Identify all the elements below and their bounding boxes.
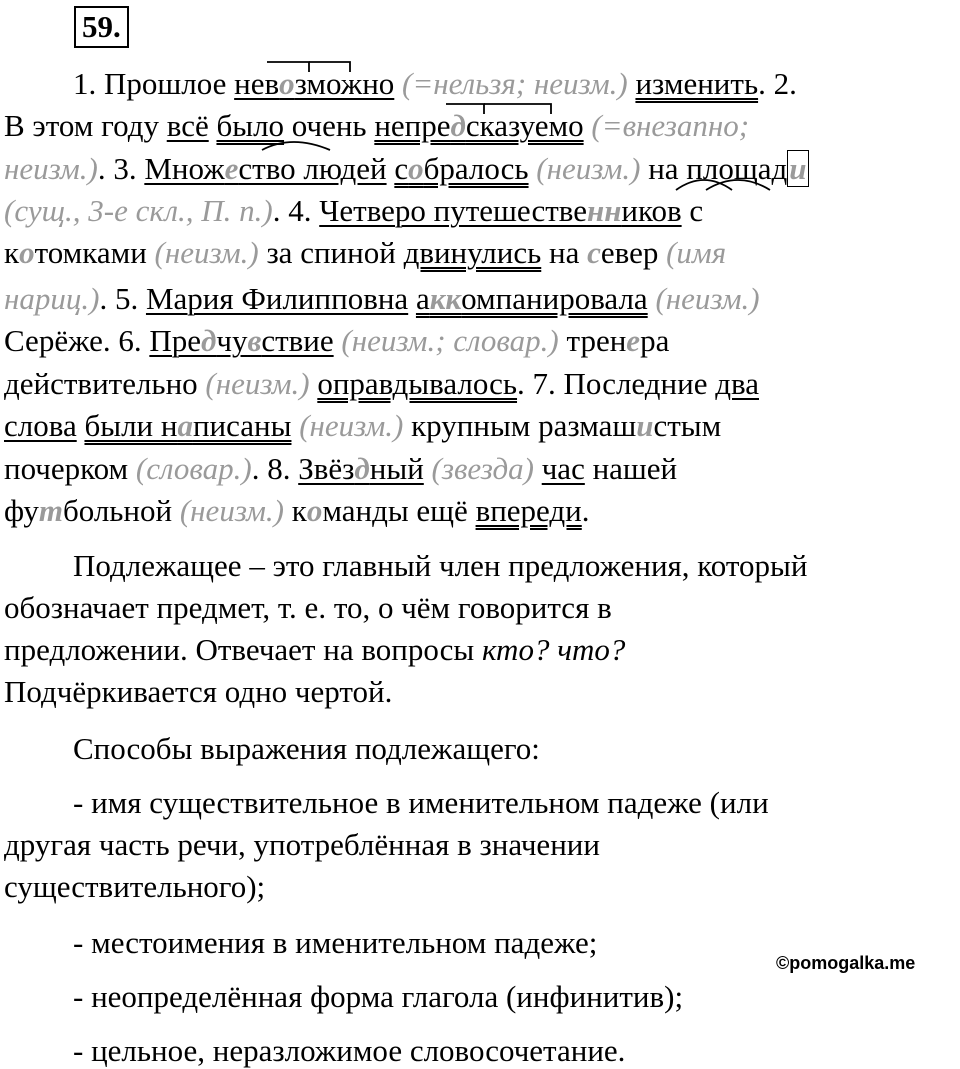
text-line-5: котомками (неизм.) за спиной двинулись на север (имя <box>4 235 727 270</box>
subject: Мария Филипповна <box>145 281 409 316</box>
text-line-1: 1. Прошлое невозможно (=нельзя; неизм.) изменить. 2. <box>73 66 797 101</box>
note: (неизм.; словар.) <box>341 323 559 358</box>
text-line-2: В этом году всё было очень непредсказуемо (=внезапно; <box>4 108 750 143</box>
text-line-10: почерком (словар.). 8. Звёздный (звезда) час нашей <box>4 451 678 486</box>
predicate: аккомпанировала <box>415 281 648 316</box>
note: (сущ., 3-е скл., П. п.) <box>4 193 273 228</box>
note: (имя <box>666 235 727 270</box>
text-line-11: футбольной (неизм.) команды ещё впереди. <box>4 493 590 528</box>
text-line-7: Серёже. 6. Предчувствие (неизм.; словар.) тренера <box>4 323 670 358</box>
theory-line-3: предложении. Отвечает на вопросы кто? что? <box>4 632 626 667</box>
text: 1. Прошлое <box>73 66 235 101</box>
predicate: собралось <box>394 151 529 186</box>
adverb: невозможно <box>234 66 395 101</box>
note: (неизм.) <box>205 366 310 401</box>
adjective: Звёздный <box>298 451 424 486</box>
note: (неизм.) <box>536 151 641 186</box>
text-line-8: действительно (неизм.) оправдывалось. 7. Последние два <box>4 366 759 401</box>
predicate: оправдывалось <box>317 366 518 401</box>
note: неизм.) <box>4 151 98 186</box>
predicate: были написаны <box>84 408 292 443</box>
subject: Четверо путешественников <box>319 193 682 228</box>
text-line-6: нариц.). 5. Мария Филипповна аккомпанировала (неизм.) <box>4 281 760 316</box>
theory-item-2: - местоимения в именительном падеже; <box>73 925 598 960</box>
note: (звезда) <box>431 451 534 486</box>
watermark: ©pomogalka.me <box>776 953 916 973</box>
subject: час <box>541 451 585 486</box>
theory-item-4: - цельное, неразложимое словосочетание. <box>73 1033 626 1068</box>
text-line-9: слова были написаны (неизм.) крупным размашистым <box>4 408 722 443</box>
note: (словар.) <box>135 451 252 486</box>
note: (=внезапно; <box>591 108 750 143</box>
subject: Предчувствие <box>149 323 334 358</box>
theory-heading: Способы выражения подлежащего: <box>73 731 540 766</box>
exercise-number: 59. <box>74 6 129 48</box>
predicate: впереди <box>475 493 582 528</box>
theory-item-3: - неопределённая форма глагола (инфинитив); <box>73 979 684 1014</box>
note: (неизм.) <box>655 281 760 316</box>
theory-item-1-line-2: другая часть речи, употреблённая в значении <box>4 827 600 862</box>
theory-line-1: Подлежащее – это главный член предложения, который <box>73 548 808 583</box>
note: (неизм.) <box>154 235 259 270</box>
note: (неизм.) <box>299 408 404 443</box>
predicate: непредсказуемо <box>374 108 584 143</box>
predicate: изменить <box>635 66 759 101</box>
theory-line-2: обозначает предмет, т. е. то, о чём говорится в <box>4 590 612 625</box>
subject: Множество людей <box>144 151 387 186</box>
theory-item-1-line-3: существительного); <box>4 869 266 904</box>
predicate: было <box>216 108 285 143</box>
subject: два <box>715 366 759 401</box>
note: (=нельзя; неизм.) <box>402 66 628 101</box>
theory-item-1-line-1: - имя существительное в именительном падеже (или <box>73 785 769 820</box>
subject: всё <box>166 108 209 143</box>
ending-box: и <box>789 151 807 186</box>
theory-line-4: Подчёркивается одно чертой. <box>4 674 393 709</box>
text-line-4: (сущ., 3-е скл., П. п.). 4. Четверо путешественников с <box>4 193 704 228</box>
questions: кто? что? <box>481 632 626 667</box>
predicate: двинулись <box>403 235 542 270</box>
subject: слова <box>4 408 77 443</box>
note: нариц.) <box>4 281 100 316</box>
note: (неизм.) <box>179 493 284 528</box>
text-line-3: неизм.). 3. Множество людей собралось (неизм.) на площади <box>4 151 807 186</box>
